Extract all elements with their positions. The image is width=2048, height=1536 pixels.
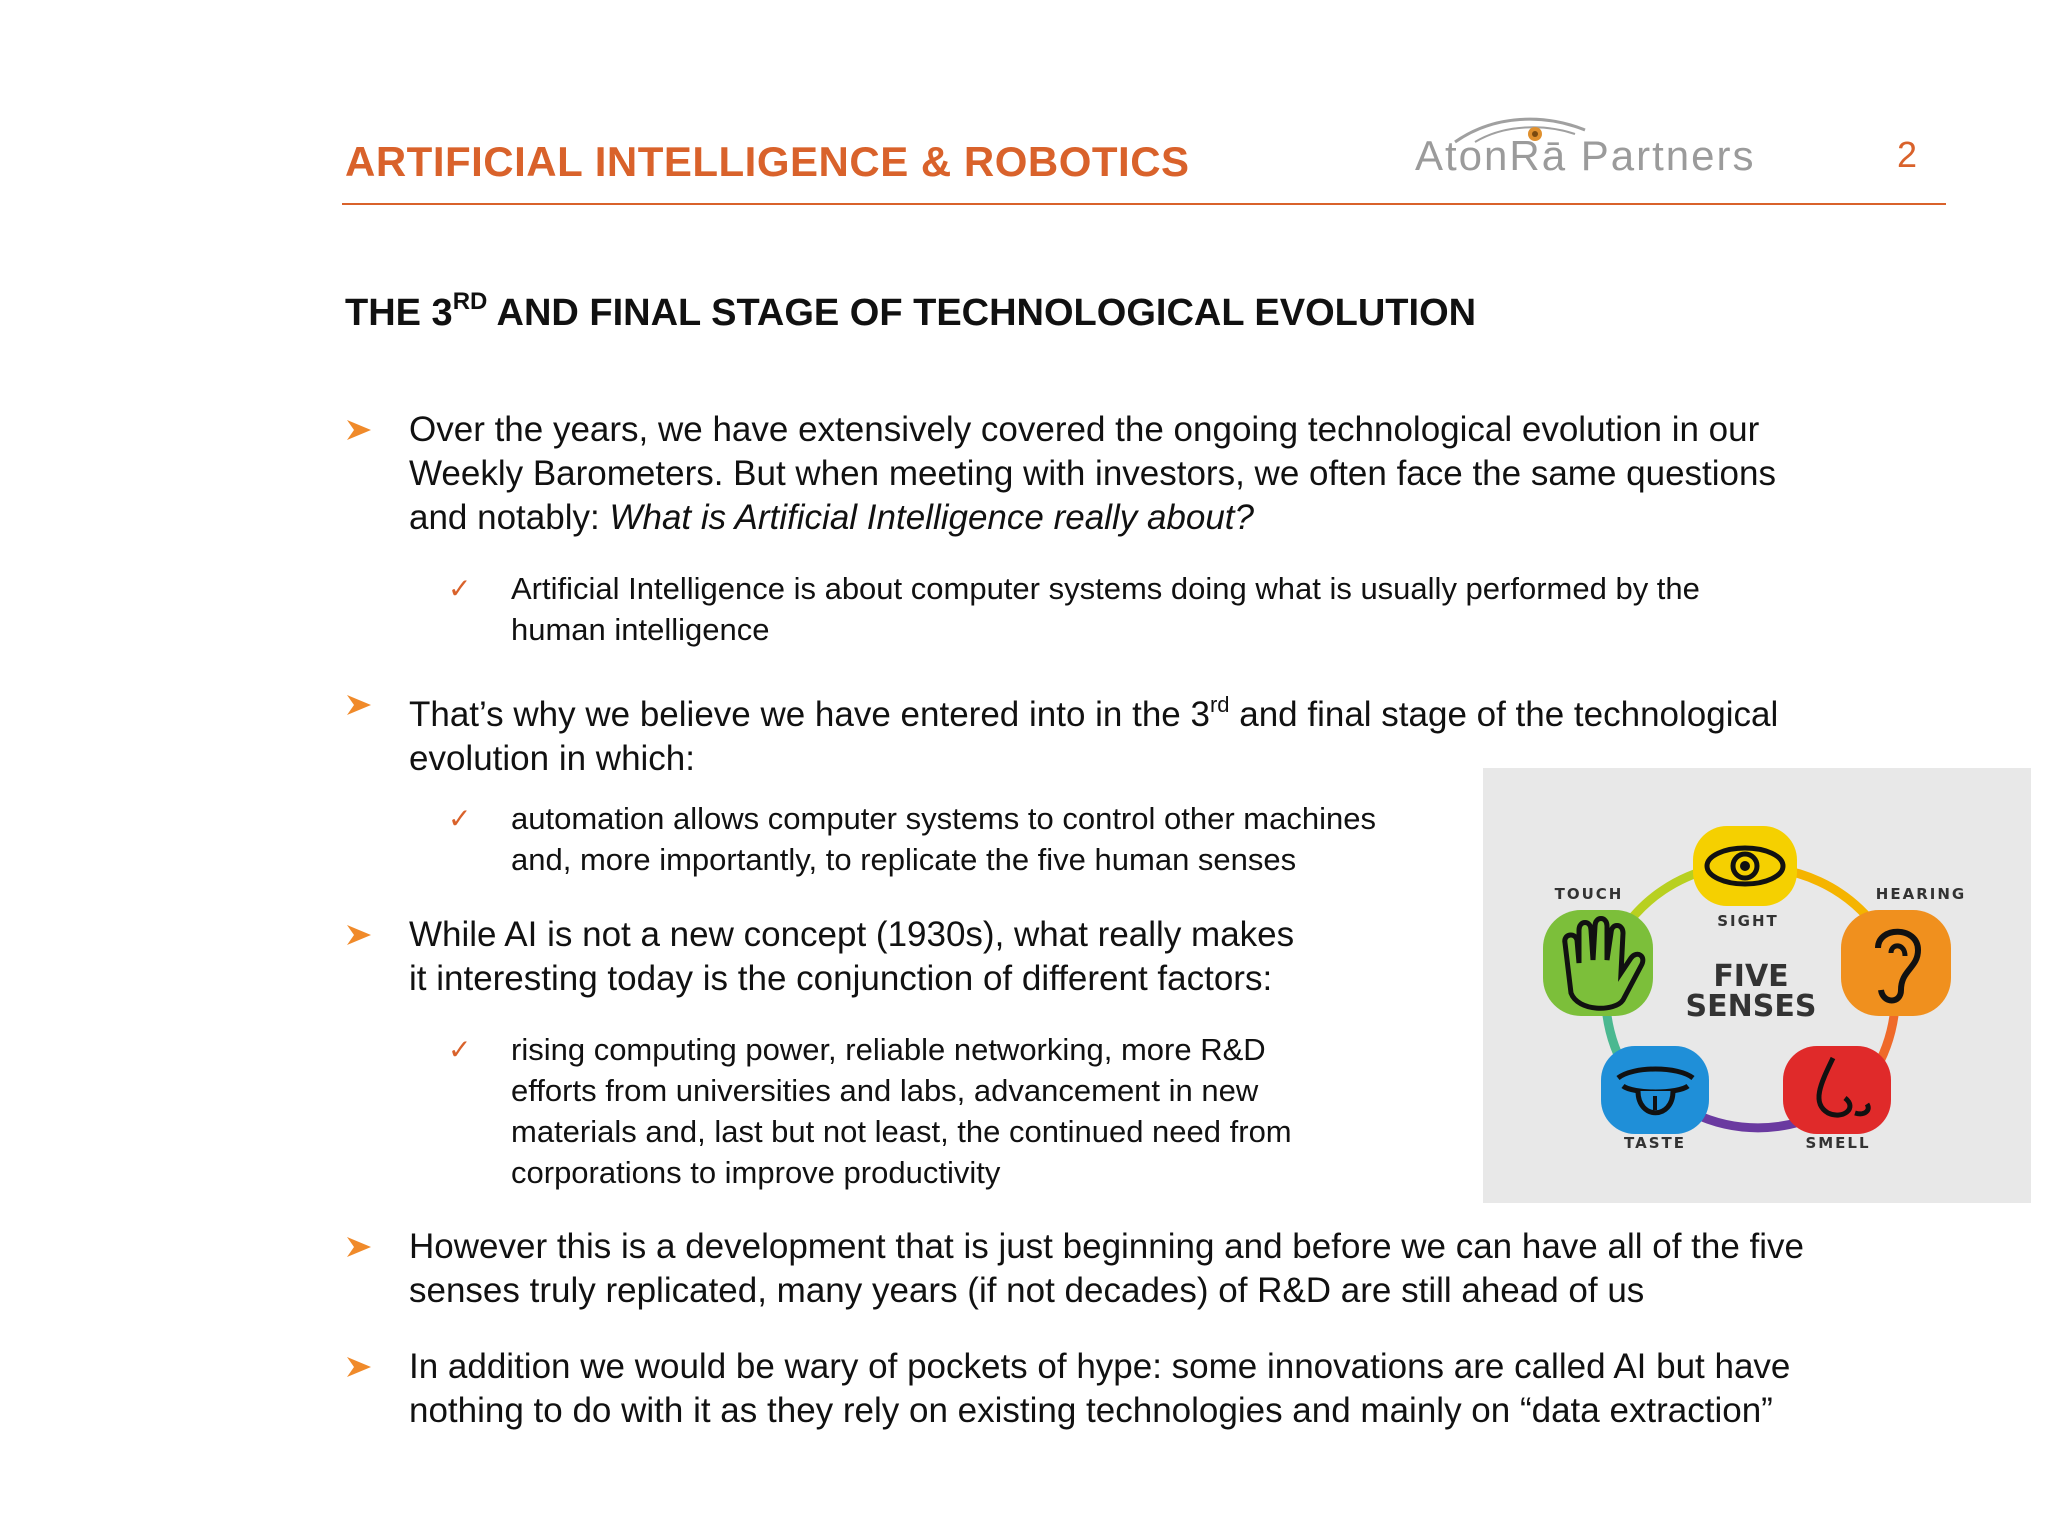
taste-tongue-icon (1601, 1046, 1709, 1134)
text-line: evolution in which: (409, 739, 695, 778)
page-number: 2 (1897, 134, 1918, 175)
sub-bullet-1-text (511, 568, 1700, 650)
superscript: rd (1209, 692, 1230, 717)
text-line (409, 496, 1776, 540)
bullet-2-text (409, 683, 1778, 781)
text-line: While AI is not a new concept (1930s), what really makes (409, 915, 1295, 954)
text-line: and, more importantly, to replicate the five human senses (511, 842, 1297, 877)
bullet-3-text (409, 913, 1294, 1001)
label-sight: SIGHT (1717, 912, 1779, 930)
bullet-5-text (409, 1345, 1790, 1433)
label-touch: TOUCH (1554, 885, 1624, 903)
checkmark-icon: ✓ (448, 1034, 472, 1065)
arrow-bullet-icon (345, 683, 375, 727)
text-span: and notably: (409, 498, 610, 537)
hearing-ear-icon (1841, 910, 1951, 1016)
sub-bullet-2-text (511, 798, 1376, 880)
subtitle-pre: THE 3 (345, 292, 453, 334)
company-logo (1415, 112, 1835, 182)
header-title: ARTIFICIAL INTELLIGENCE & ROBOTICS (345, 138, 1190, 185)
sight-eye-icon (1693, 826, 1797, 906)
text-line: corporations to improve productivity (511, 1155, 1001, 1190)
text-span: That’s why we believe we have entered into in the 3 (409, 695, 1210, 734)
text-line: rising computing power, reliable networking, more R&D (511, 1032, 1266, 1067)
text-line: Over the years, we have extensively covered the ongoing technological evolution in our (409, 410, 1760, 449)
text-line: nothing to do with it as they rely on existing technologies and mainly on “data extraction” (409, 1391, 1773, 1430)
checkmark-icon: ✓ (448, 573, 472, 604)
sub-bullet-3-text (511, 1029, 1292, 1193)
text-line: it interesting today is the conjunction of different factors: (409, 959, 1273, 998)
touch-hand-icon (1543, 910, 1653, 1016)
text-line: Weekly Barometers. But when meeting with investors, we often face the same questions (409, 454, 1776, 493)
center-title-line2: SENSES (1685, 989, 1817, 1024)
text-line: materials and, last but not least, the continued need from (511, 1114, 1292, 1149)
subtitle-post: AND FINAL STAGE OF TECHNOLOGICAL EVOLUTION (487, 292, 1477, 334)
arrow-bullet-icon (345, 1225, 375, 1269)
label-hearing: HEARING (1875, 885, 1967, 903)
five-senses-graphic (1483, 768, 2031, 1203)
text-line: However this is a development that is just beginning and before we can have all of the five (409, 1227, 1804, 1266)
bullet-4-text (409, 1225, 1804, 1313)
arrow-bullet-icon (345, 1345, 375, 1389)
arrow-bullet-icon (345, 913, 375, 957)
text-line: Artificial Intelligence is about computer systems doing what is usually performed by the (511, 571, 1700, 606)
italic-question: What is Artificial Intelligence really about? (609, 498, 1254, 537)
subtitle-sup: RD (452, 288, 488, 315)
logo-text: AtonRā Partners (1415, 132, 1756, 179)
label-smell: SMELL (1805, 1134, 1871, 1152)
header-divider (342, 203, 1946, 205)
bullet-1-text (409, 408, 1776, 540)
label-taste: TASTE (1624, 1134, 1686, 1152)
text-line: human intelligence (511, 612, 770, 647)
checkmark-icon: ✓ (448, 803, 472, 834)
slide-subtitle (345, 288, 1476, 335)
smell-nose-icon (1783, 1046, 1891, 1134)
text-span: and final stage of the technological (1229, 695, 1779, 734)
text-line: efforts from universities and labs, advancement in new (511, 1073, 1259, 1108)
arrow-bullet-icon (345, 408, 375, 452)
center-title-line1: FIVE (1713, 959, 1789, 994)
five-senses-diagram (1483, 768, 2031, 1203)
text-line: senses truly replicated, many years (if not decades) of R&D are still ahead of us (409, 1271, 1645, 1310)
text-line: In addition we would be wary of pockets of hype: some innovations are called AI but have (409, 1347, 1791, 1386)
text-line: automation allows computer systems to control other machines (511, 801, 1376, 836)
text-line (409, 683, 1778, 737)
